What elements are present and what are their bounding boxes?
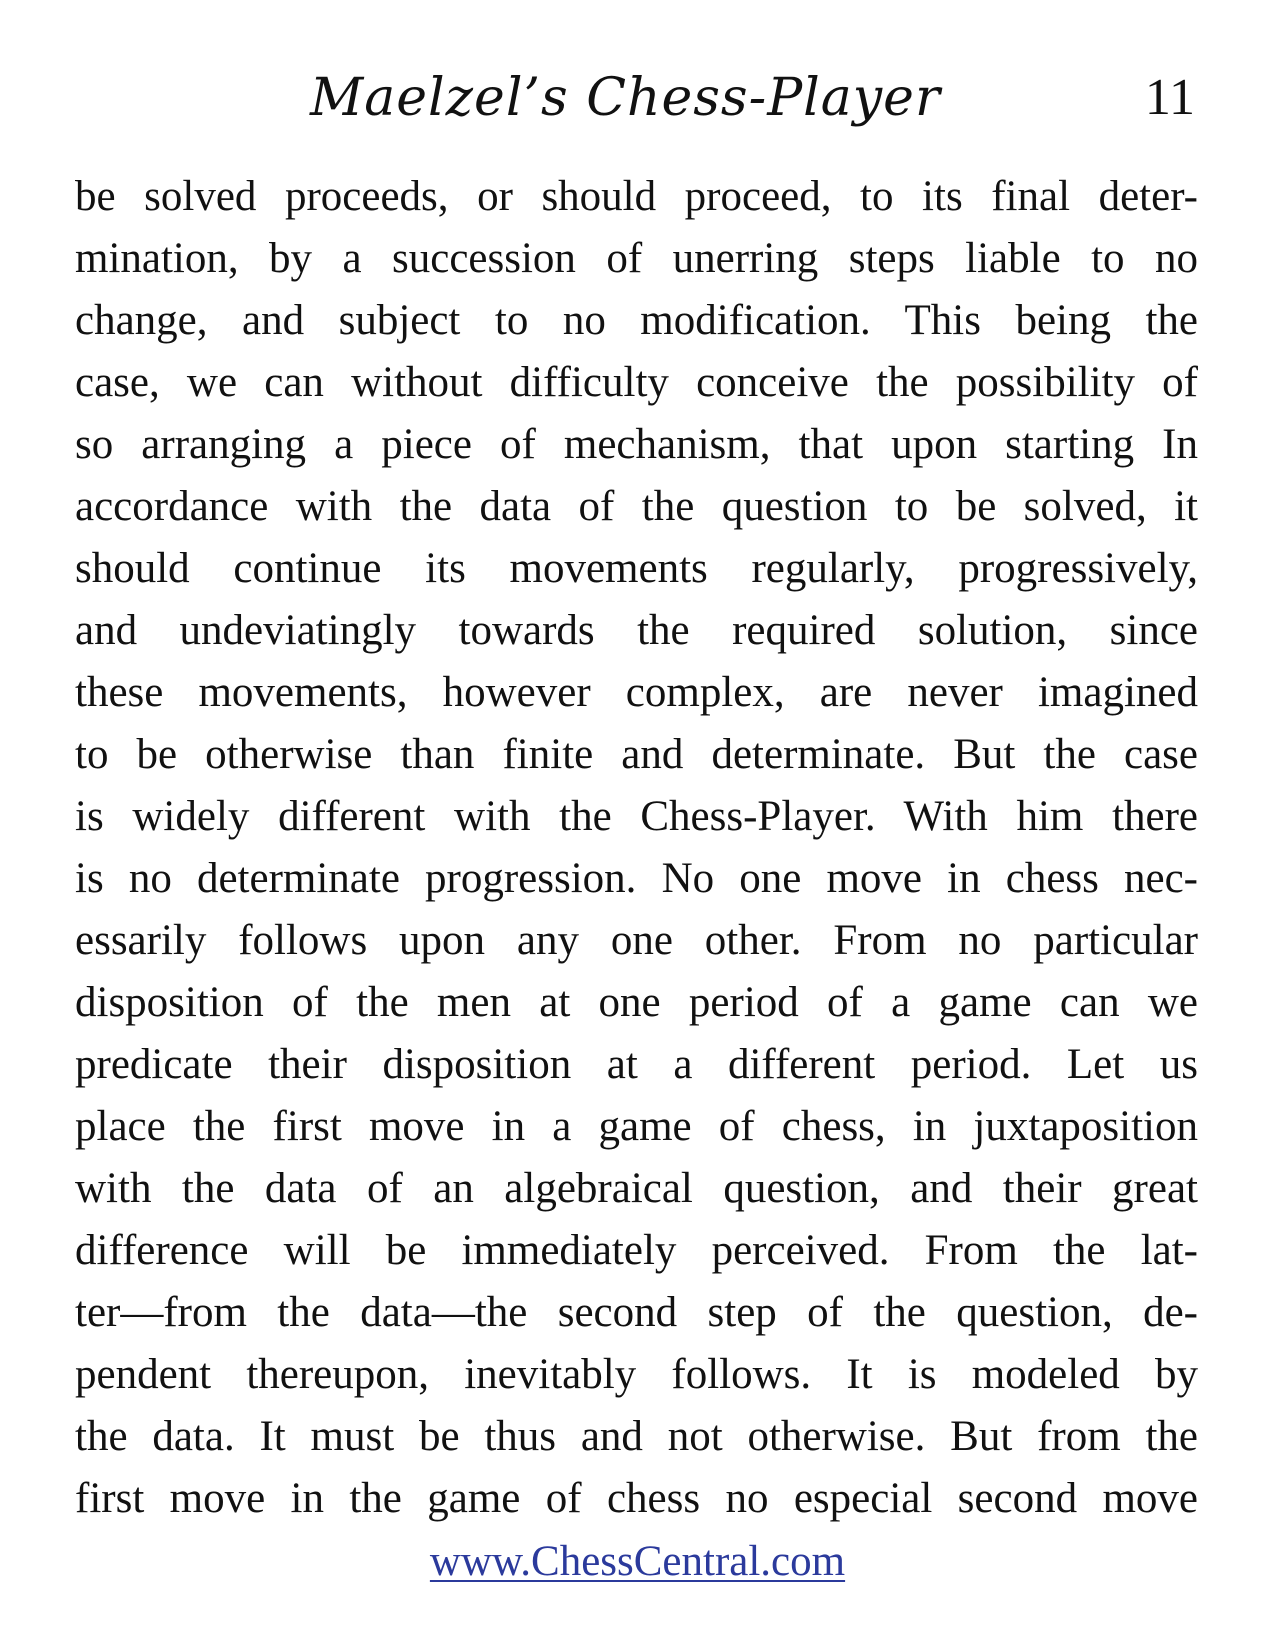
text-line: and undeviatingly towards the required solution, since [75, 607, 1198, 654]
text-line: essarily follows upon any one other. From no particular [75, 917, 1198, 964]
page-header [0, 58, 1275, 138]
text-line: place the first move in a game of chess, in juxtaposition [75, 1103, 1198, 1150]
text-line: so arranging a piece of mechanism, that upon starting In [75, 421, 1198, 468]
text-line: is no determinate progression. No one move in chess nec- [75, 855, 1198, 902]
text-line: with the data of an algebraical question, and their great [75, 1165, 1198, 1212]
text-line: mination, by a succession of unerring steps liable to no [75, 235, 1198, 282]
text-line: change, and subject to no modification. This being the [75, 297, 1198, 344]
page-number: 11 [1144, 69, 1195, 126]
text-line: first move in the game of chess no especial second move [75, 1475, 1198, 1522]
body-text [75, 166, 1198, 1530]
text-line: disposition of the men at one period of a game can we [75, 979, 1198, 1026]
text-line: pendent thereupon, inevitably follows. It is modeled by [75, 1351, 1198, 1398]
text-line: is widely different with the Chess-Player. With him there [75, 793, 1198, 840]
text-line: be solved proceeds, or should proceed, to its final deter- [75, 173, 1198, 220]
text-line: predicate their disposition at a different period. Let us [75, 1041, 1198, 1088]
text-line: these movements, however complex, are never imagined [75, 669, 1198, 716]
running-title: Maelzel’s Chess-Player [310, 68, 941, 128]
text-line: ter—from the data—the second step of the question, de- [75, 1289, 1198, 1336]
text-line: case, we can without difficulty conceive the possibility of [75, 359, 1198, 406]
text-line: accordance with the data of the question to be solved, it [75, 483, 1198, 530]
footer [0, 1534, 1275, 1590]
website-link[interactable]: www.ChessCentral.com [429, 1538, 846, 1585]
text-line: should continue its movements regularly, progressively, [75, 545, 1198, 592]
text-line: to be otherwise than finite and determinate. But the case [75, 731, 1198, 778]
text-line: the data. It must be thus and not otherwise. But from the [75, 1413, 1198, 1460]
text-line: difference will be immediately perceived. From the lat- [75, 1227, 1198, 1274]
